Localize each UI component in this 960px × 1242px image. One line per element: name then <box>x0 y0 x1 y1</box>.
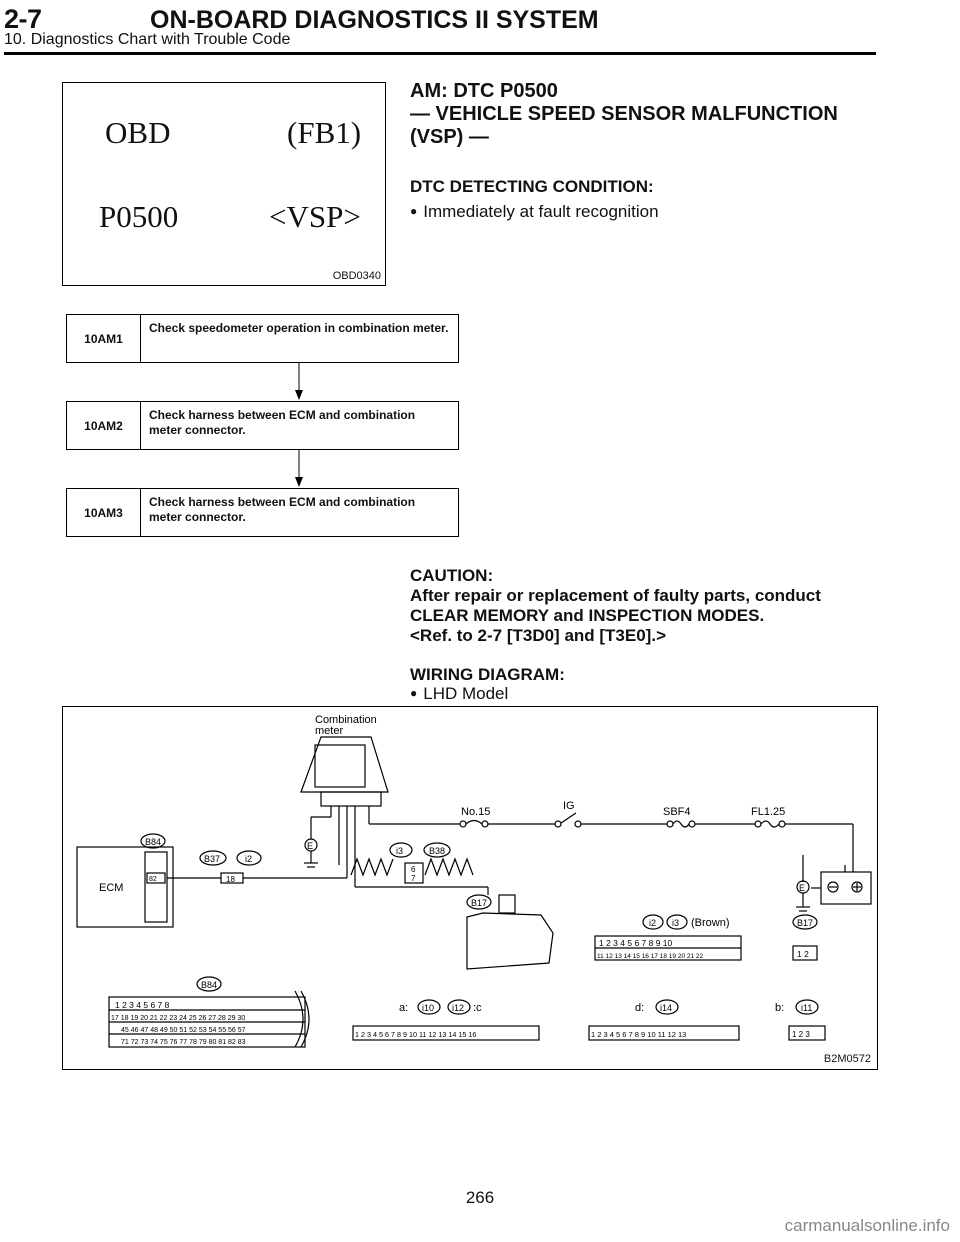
d-pins: 1 2 3 4 5 6 7 8 9 10 11 12 13 <box>591 1030 687 1039</box>
label-ig: IG <box>563 800 575 812</box>
section-number: 2-7 <box>4 4 42 34</box>
label-b84: B84 <box>145 837 162 847</box>
watermark-link[interactable]: carmanualsonline.info <box>784 1216 950 1235</box>
wiring-heading: WIRING DIAGRAM: <box>410 665 565 684</box>
bullet-icon: ● <box>410 686 418 700</box>
label-pin-82: 82 <box>149 876 157 883</box>
page-title: ON-BOARD DIAGNOSTICS II SYSTEM <box>150 6 599 34</box>
label-b37: B37 <box>204 854 221 864</box>
label-pin-6: 6 <box>411 865 416 874</box>
label-pin-7: 7 <box>411 874 416 883</box>
label-b: b: <box>775 1002 785 1014</box>
obd-label: OBD <box>105 115 171 150</box>
wiring-diagram-svg <box>63 707 877 1069</box>
label-i11: i11 <box>801 1003 813 1013</box>
label-i12: i12 <box>452 1003 465 1013</box>
shield-wire-left <box>351 859 393 875</box>
label-c: :c <box>473 1002 482 1014</box>
ig-switch <box>561 813 576 823</box>
label-meter: meter <box>315 725 344 737</box>
arrow-down-icon <box>295 477 303 487</box>
label-fl125: FL1.25 <box>751 806 786 818</box>
label-i2: i2 <box>245 854 253 864</box>
step-text: Check harness between ECM and combination meter connector. <box>149 408 416 437</box>
b84-connector-latch <box>295 991 303 1047</box>
i2i3-pins-row1: 1 2 3 4 5 6 7 8 9 10 <box>599 938 673 948</box>
i2i3-pins-row2: 11 12 13 14 15 16 17 18 19 20 21 22 <box>597 953 704 960</box>
arrow-down-icon <box>295 390 303 400</box>
b84-pins-row3: 45 46 47 48 49 50 51 52 53 54 55 56 57 <box>121 1027 246 1034</box>
label-i14: i14 <box>660 1003 673 1013</box>
obd-dtc-code: P0500 <box>99 199 179 234</box>
label-i2-diagram: i2 <box>649 918 657 928</box>
label-e-right: E <box>799 883 806 893</box>
step-flow-arrows <box>290 362 310 490</box>
caution-line2: CLEAR MEMORY and INSPECTION MODES. <box>410 606 765 625</box>
step-code: 10AM1 <box>67 315 141 362</box>
meter-connector <box>321 792 381 806</box>
caution-line1: After repair or replacement of faulty parts, conduct <box>410 586 821 605</box>
wiring-model-text: LHD Model <box>423 684 509 703</box>
label-b17-diagram: B17 <box>797 918 814 928</box>
fl125-terminal <box>755 821 761 827</box>
transmission-speed-sensor <box>467 913 553 969</box>
wiring-diagram <box>62 706 878 1070</box>
wiring-bullet <box>410 684 508 704</box>
caution-heading: CAUTION: <box>410 566 494 585</box>
ecm-box <box>77 847 173 927</box>
label-i3: i3 <box>396 846 404 856</box>
step-code: 10AM2 <box>67 402 141 449</box>
label-pin-18: 18 <box>226 875 235 884</box>
bullet-icon: ● <box>410 204 418 218</box>
wiring-figure-code: B2M0572 <box>823 1053 871 1065</box>
label-sbf4: SBF4 <box>663 806 691 818</box>
label-i10: i10 <box>422 1003 435 1013</box>
step-10am3[interactable] <box>66 488 459 537</box>
ig-switch-terminal <box>555 821 561 827</box>
caution-ref-link[interactable]: <Ref. to 2-7 [T3D0] and [T3E0].> <box>410 626 666 645</box>
fuse-sbf4 <box>673 821 689 827</box>
step-10am1[interactable] <box>66 314 459 363</box>
step-text: Check speedometer operation in combination meter. <box>149 321 449 335</box>
label-a: a: <box>399 1002 409 1014</box>
label-no15: No.15 <box>461 806 491 818</box>
dtc-condition-text: Immediately at fault recognition <box>423 202 659 221</box>
b84-pins-row4: 71 72 73 74 75 76 77 78 79 80 81 82 83 <box>121 1039 246 1046</box>
label-d: d: <box>635 1002 645 1014</box>
obd-display-figure <box>62 82 386 286</box>
b-pins: 1 2 3 <box>792 1030 810 1039</box>
fuse-fl125 <box>761 821 779 827</box>
label-i3-diagram: i3 <box>672 918 680 928</box>
label-brown: (Brown) <box>691 917 730 929</box>
section-title-line1: AM: DTC P0500 <box>410 80 558 102</box>
fuse-no15 <box>466 821 482 825</box>
step-10am2[interactable] <box>66 401 459 450</box>
shield-wire-right <box>425 859 473 875</box>
figure-code: OBD0340 <box>332 270 381 282</box>
label-b17: B17 <box>471 898 488 908</box>
sbf4-terminal <box>689 821 695 827</box>
fuse-no15-terminal <box>460 821 466 827</box>
dtc-condition-bullet <box>410 202 659 222</box>
page-number: 266 <box>465 1188 495 1207</box>
page-subtitle: 10. Diagnostics Chart with Trouble Code <box>4 31 291 48</box>
label-b84-diagram: B84 <box>201 980 218 990</box>
a-pins: 1 2 3 4 5 6 7 8 9 10 11 12 13 14 15 16 <box>355 1030 477 1039</box>
obd-vsp-label: <VSP> <box>269 199 361 234</box>
connector-b17 <box>499 895 515 913</box>
b84-pins-row2: 17 18 19 20 21 22 23 24 25 26 27 28 29 30 <box>111 1015 246 1022</box>
b84-pins-row1: 1 2 3 4 5 6 7 8 <box>115 1000 170 1010</box>
section-title-line2: — VEHICLE SPEED SENSOR MALFUNCTION <box>410 103 838 125</box>
dtc-condition-heading: DTC DETECTING CONDITION: <box>410 177 654 196</box>
fl125-terminal <box>779 821 785 827</box>
label-combination: Combination <box>315 714 377 726</box>
combination-meter-inner <box>315 745 365 787</box>
label-ecm: ECM <box>99 882 124 894</box>
header-rule <box>4 52 876 55</box>
ecm-connector-b84 <box>145 852 167 922</box>
step-text: Check harness between ECM and combination meter connector. <box>149 495 416 524</box>
label-e-left: E <box>307 841 314 851</box>
ig-switch-terminal <box>575 821 581 827</box>
fuse-no15-terminal <box>482 821 488 827</box>
section-title-line3: (VSP) — <box>410 126 489 148</box>
b17-pins: 1 2 <box>797 949 809 959</box>
step-code: 10AM3 <box>67 489 141 536</box>
sbf4-terminal <box>667 821 673 827</box>
label-b38: B38 <box>429 846 446 856</box>
obd-fb1-label: (FB1) <box>287 115 362 150</box>
